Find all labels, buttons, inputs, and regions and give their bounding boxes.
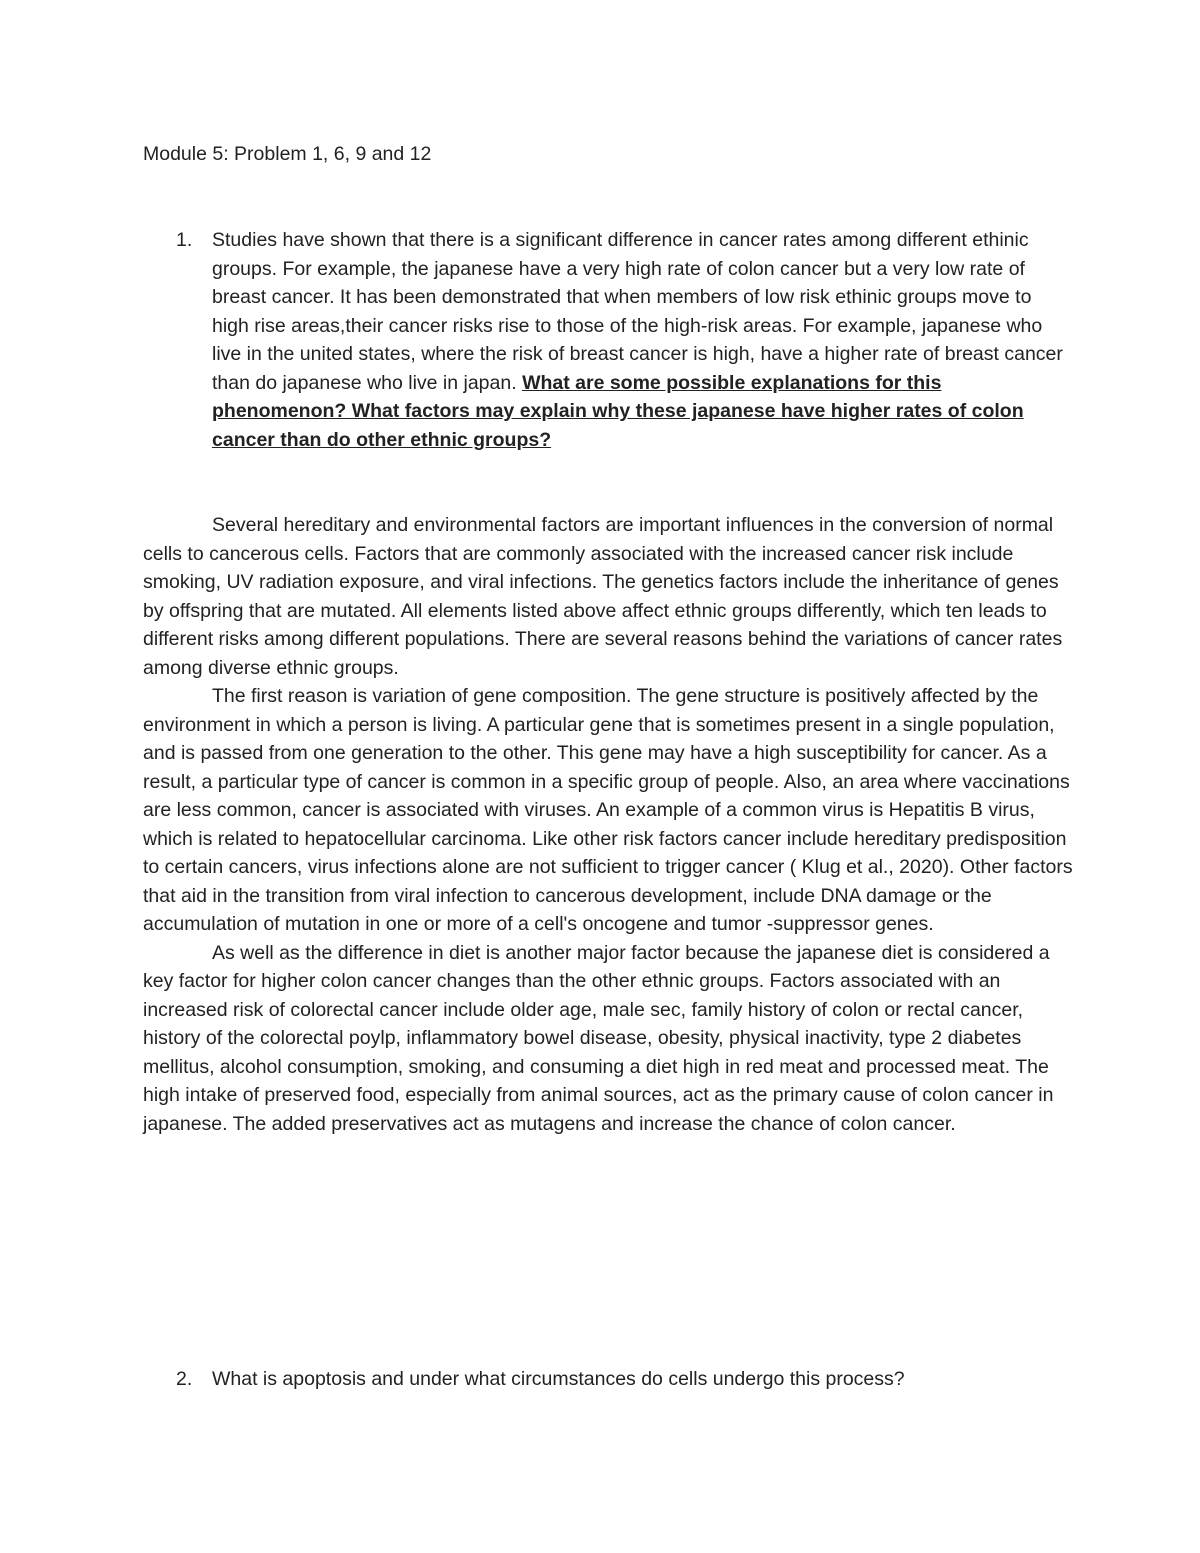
question-2-text: What is apoptosis and under what circumstances do cells undergo this process? — [212, 1368, 905, 1390]
question-1 — [143, 226, 1073, 454]
answer-paragraph: As well as the difference in diet is another major factor because the japanese diet is considered a key factor for higher colon cancer changes than the other ethnic groups. Factors associated with an increased risk of colorectal cancer include older age, male sec, family history of colon or rectal cancer, history of the colorectal poylp, inflammatory bowel disease, obesity, physical inactivity, type 2 diabetes mellitus, alcohol consumption, smoking, and consuming a diet high in red meat and processed meat. The high intake of preserved food, especially from animal sources, act as the primary cause of colon cancer in japanese. The added preservatives act as mutagens and increase the chance of colon cancer. — [143, 941, 1054, 1135]
question-2 — [143, 1365, 1073, 1394]
document-title: Module 5: Problem 1, 6, 9 and 12 — [143, 143, 432, 165]
question-2-number: 2. — [176, 1368, 193, 1390]
answer-paragraph: The first reason is variation of gene composition. The gene structure is positively affected by the environment in which a person is living. A particular gene that is sometimes present in a single population, and is passed from one generation to the other. This gene may have a high susceptibility for cancer. As a result, a particular type of cancer is common in a specific group of people. Also, an area where vaccinations are less common, cancer is associated with viruses. An example of a common virus is Hepatitis B virus, which is related to hepatocellular carcinoma. Like other risk factors cancer include hereditary predisposition to certain cancers, virus infections alone are not sufficient to trigger cancer ( Klug et al., 2020). Other factors that aid in the transition from viral infection to cancerous development, include DNA damage or the accumulation of mutation in one or more of a cell's oncogene and tumor -suppressor genes. — [143, 685, 1073, 935]
question-1-emphasis: What are some possible explanations for this phenomenon? What factors may explain why these japanese have higher rates of colon cancer than do other ethnic groups? — [212, 371, 1024, 451]
question-1-number: 1. — [176, 229, 193, 251]
question-2-body — [212, 1365, 1073, 1394]
answer-1 — [143, 511, 1073, 1138]
question-1-text: Studies have shown that there is a significant difference in cancer rates among different ethinic groups. For example, the japanese have a very high rate of colon cancer but a very low rate of breast cancer. It has been demonstrated that when members of low risk ethinic groups move to high rise areas,their cancer risks rise to those of the high-risk areas. For example, japanese who live in the united states, where the risk of breast cancer is high, have a higher rate of breast cancer than do japanese who live in japan. — [212, 229, 1063, 394]
question-1-body — [212, 226, 1073, 454]
answer-paragraph: Several hereditary and environmental factors are important influences in the conversion of normal cells to cancerous cells. Factors that are commonly associated with the increased cancer risk include smoking, UV radiation exposure, and viral infections. The genetics factors include the inheritance of genes by offspring that are mutated. All elements listed above affect ethnic groups differently, which ten leads to different risks among different populations. There are several reasons behind the variations of cancer rates among diverse ethnic groups. — [143, 514, 1063, 679]
